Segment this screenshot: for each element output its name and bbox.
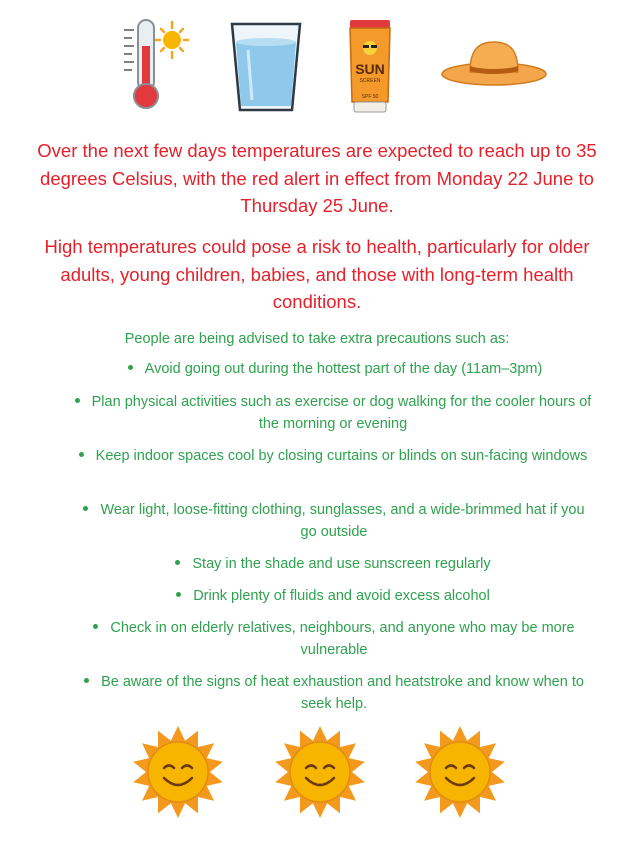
precautions-intro: People are being advised to take extra precautions such as: [124, 331, 510, 347]
list-item-text: Wear light, loose-fitting clothing, sunglasses, and a wide-brimmed hat if you go outside [100, 502, 585, 540]
list-item [74, 499, 594, 543]
list-item-text: Drink plenty of fluids and avoid excess alcohol [193, 588, 490, 604]
bullet-dot [176, 592, 181, 597]
list-item [76, 671, 592, 715]
sun-hat-icon [440, 38, 548, 88]
list-item-text: Be aware of the signs of heat exhaustion and heatstroke and know when to seek help. [101, 674, 584, 712]
list-item-text: Avoid going out during the hottest part of the day (11am–3pm) [144, 361, 543, 377]
list-item-text: Stay in the shade and use sunscreen regularly [192, 556, 491, 572]
icon-row [0, 14, 634, 114]
smiling-sun-icon [412, 724, 508, 825]
bullet-dot [128, 365, 133, 370]
thermometer-sun-icon [120, 16, 190, 112]
sunscreen-sub: SCREEN [359, 78, 381, 84]
smiling-sun-icon [130, 724, 226, 825]
sunscreen-tube-icon [346, 18, 394, 114]
bullet-dot [75, 398, 80, 403]
smiling-sun-icon [272, 724, 368, 825]
list-item [90, 358, 580, 380]
list-item [148, 553, 518, 575]
bullet-dot [175, 560, 180, 565]
list-item [68, 391, 598, 435]
list-item [76, 617, 592, 661]
list-item-text: Keep indoor spaces cool by closing curtains or blinds on sun-facing windows [95, 448, 588, 464]
bullet-dot [79, 452, 84, 457]
bullet-dot [93, 624, 98, 629]
sunscreen-brand: SUN [355, 61, 385, 77]
list-item-text: Check in on elderly relatives, neighbours, and anyone who may be more vulnerable [110, 620, 575, 658]
heat-alert-paragraph: Over the next few days temperatures are expected to reach up to 35 degrees Celsius, with the red alert in effect from Monday 22 June to Thursday 25 June. [37, 140, 597, 216]
bullet-dot [83, 506, 88, 511]
list-item-text: Plan physical activities such as exercise or dog walking for the cooler hours of the morning or evening [91, 394, 592, 432]
water-glass-icon [228, 20, 304, 116]
list-item [72, 445, 594, 467]
bullet-dot [84, 678, 89, 683]
list-item [148, 585, 518, 607]
health-risk-paragraph: High temperatures could pose a risk to health, particularly for older adults, young children, babies, and those with long-term health conditions. [44, 236, 590, 312]
sunscreen-spf: SPF 50 [361, 94, 379, 100]
